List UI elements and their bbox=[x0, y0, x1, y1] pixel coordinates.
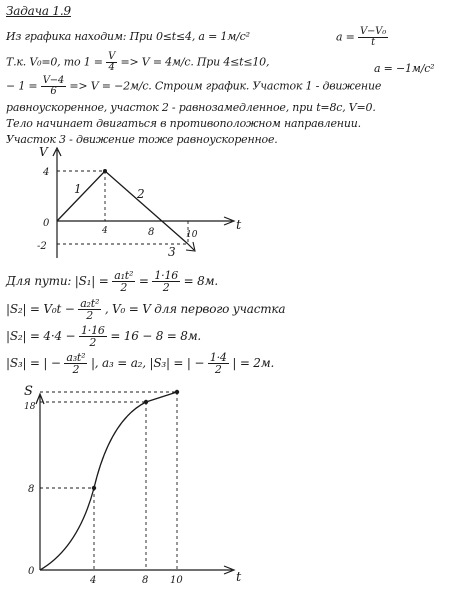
st-point-t8 bbox=[144, 400, 148, 404]
tick-s-18: 18 bbox=[24, 402, 36, 412]
path-s3-den2: 2 bbox=[214, 363, 222, 376]
segment-label-3: 3 bbox=[168, 245, 176, 259]
vt-t-axis-label: t bbox=[236, 218, 242, 233]
frac-v-den: 4 bbox=[108, 62, 115, 73]
st-t-axis-label: t bbox=[236, 570, 242, 585]
path-s3-num2: 1·4 bbox=[209, 351, 227, 364]
st-tick-t-8: 8 bbox=[142, 575, 149, 586]
path-s2-note: , V₀ = V для первого участка bbox=[104, 302, 286, 316]
path-s3-den: 2 bbox=[72, 363, 80, 376]
path-s2-calc-lhs: |S₂| = 4·4 − bbox=[6, 329, 76, 343]
distance-time-graph bbox=[0, 378, 472, 591]
tick-t-8: 8 bbox=[148, 227, 155, 238]
formula-accel-num: V−V₀ bbox=[359, 26, 386, 37]
problem-title: Задача 1.9 bbox=[6, 4, 71, 18]
text-line-2c: a = −1м/с² bbox=[374, 62, 435, 75]
tick-t-4: 4 bbox=[102, 226, 108, 236]
text-line-2a: Т.к. V₀=0, то 1 = bbox=[6, 55, 103, 69]
s-axis-label: S bbox=[24, 384, 33, 399]
formula-accel bbox=[336, 27, 388, 48]
st-point-t4 bbox=[92, 486, 96, 490]
distance-curve bbox=[40, 392, 177, 570]
v-axis-label: V bbox=[39, 145, 48, 159]
frac-v-num: V bbox=[108, 51, 116, 62]
path-s1-lhs: Для пути: |S₁| = bbox=[6, 274, 109, 288]
velocity-time-graph bbox=[0, 140, 472, 265]
path-s2-lhs: |S₂| = V₀t − bbox=[6, 302, 75, 316]
st-tick-t-4: 4 bbox=[90, 575, 97, 586]
tick-v-4: 4 bbox=[43, 167, 50, 178]
path-s2-calc-den: 2 bbox=[89, 336, 97, 349]
path-s1-den2: 2 bbox=[162, 281, 170, 294]
path-s2-calc-result: = 16 − 8 = 8м. bbox=[110, 329, 202, 343]
path-s1-line bbox=[6, 270, 218, 293]
path-s1-num: a₁t² bbox=[114, 269, 134, 282]
st-tick-t-10: 10 bbox=[170, 575, 183, 586]
formula-accel-den: t bbox=[371, 37, 375, 48]
text-line-3a: − 1 = bbox=[6, 79, 38, 93]
path-s3-mid: |, a₃ = a₂, |S₃| = | − bbox=[90, 356, 205, 370]
text-line-3b: => V = −2м/с. Строим график. Участок 1 - движение bbox=[69, 79, 382, 93]
tick-v-0: 0 bbox=[43, 218, 50, 229]
path-s2-num: a₂t² bbox=[80, 297, 100, 310]
path-s3-lhs: |S₃| = | − bbox=[6, 356, 61, 370]
text-line-2b: => V = 4м/с. При 4≤t≤10, bbox=[120, 55, 270, 69]
path-s3-result: | = 2м. bbox=[232, 356, 275, 370]
tick-s-0: 0 bbox=[28, 566, 35, 577]
path-s1-num2: 1·16 bbox=[154, 269, 179, 282]
frac-v4-num: V−4 bbox=[42, 75, 65, 86]
path-s2-den: 2 bbox=[86, 309, 94, 322]
path-s3-line bbox=[6, 352, 274, 375]
segment-label-1: 1 bbox=[74, 182, 82, 196]
path-s2-line bbox=[6, 298, 285, 321]
text-line-3 bbox=[6, 76, 381, 97]
text-line-1: Из графика находим: При 0≤t≤4, a = 1м/с² bbox=[6, 30, 250, 43]
text-line-2 bbox=[6, 52, 269, 73]
path-s2-calc-num: 1·16 bbox=[80, 324, 105, 337]
text-line-4: равноускоренное, участок 2 - равнозамедленное, при t=8с, V=0. bbox=[6, 101, 376, 114]
st-point-t10 bbox=[175, 390, 179, 394]
frac-v4-den: 6 bbox=[50, 86, 57, 97]
text-line-6: Участок 3 - движение тоже равноускоренное. bbox=[6, 133, 278, 146]
tick-t-10: 10 bbox=[186, 230, 198, 240]
path-s1-eq: = bbox=[138, 274, 149, 288]
path-s1-result: = 8м. bbox=[183, 274, 218, 288]
tick-v-minus-2: -2 bbox=[37, 241, 47, 252]
path-s1-den: 2 bbox=[120, 281, 128, 294]
path-s2-calc-line bbox=[6, 325, 201, 348]
vt-point-peak bbox=[103, 169, 107, 173]
segment-label-2: 2 bbox=[137, 187, 145, 201]
path-s3-num: a₃t² bbox=[66, 351, 86, 364]
text-line-5: Тело начинает двигаться в противоположном направлении. bbox=[6, 117, 361, 130]
formula-accel-lhs: a = bbox=[336, 30, 355, 44]
tick-s-8: 8 bbox=[28, 484, 35, 495]
